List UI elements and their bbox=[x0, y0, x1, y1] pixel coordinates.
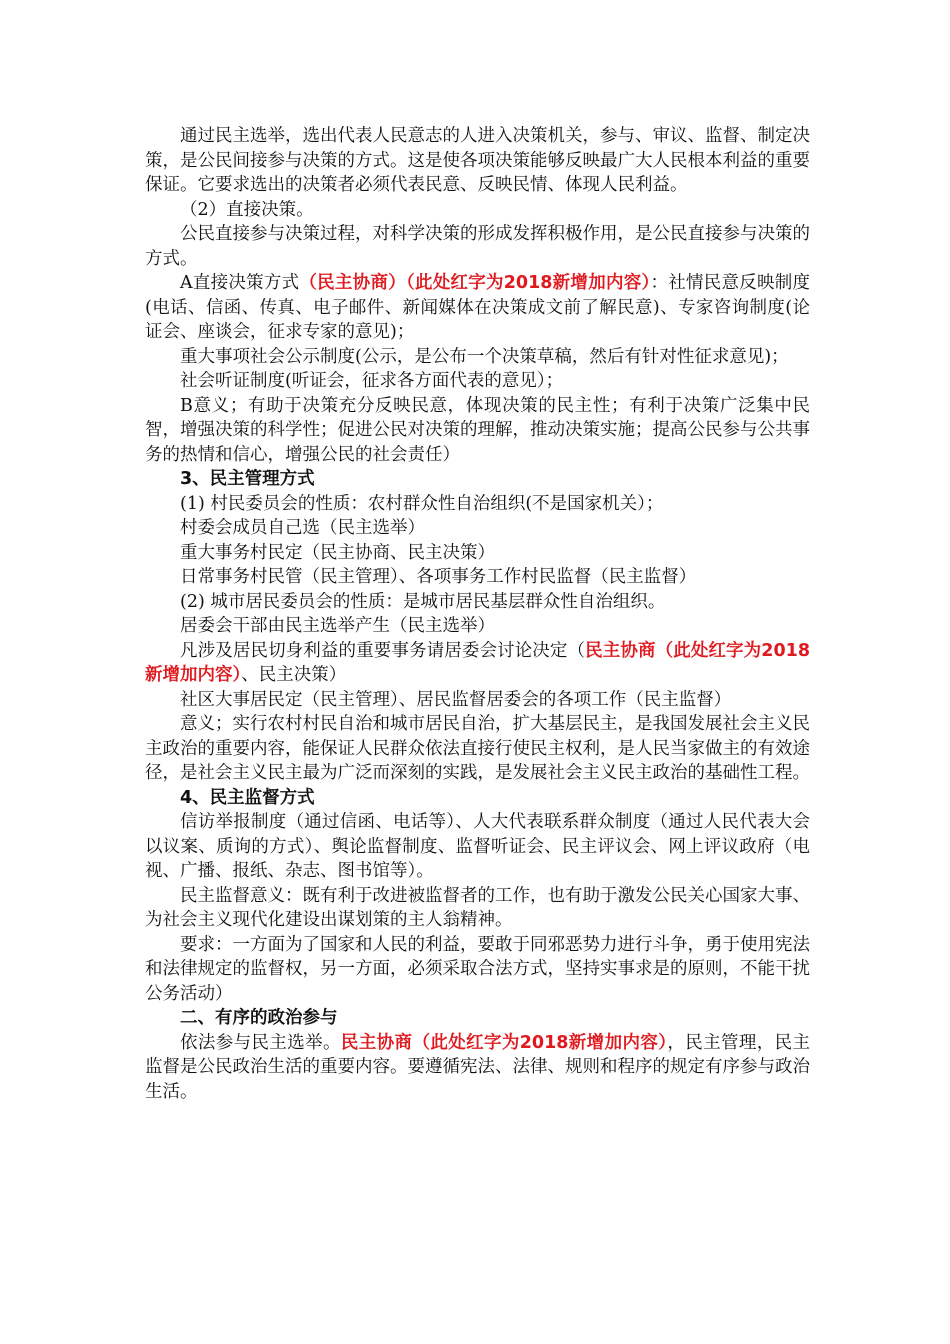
paragraph-direct-decision-heading: （2）直接决策。 bbox=[180, 199, 314, 220]
section-heading-orderly-participation: 二、有序的政治参与 bbox=[180, 1008, 338, 1028]
paragraph-residents-committee: (2) 城市居民委员会的性质：是城市居民基层群众性自治组织。 bbox=[180, 591, 666, 612]
paragraph-residents-decision bbox=[145, 639, 810, 688]
text-run: A直接决策方式 bbox=[180, 273, 300, 293]
document-page bbox=[145, 124, 810, 1104]
paragraph-residents-election: 居委会干部由民主选举产生（民主选举） bbox=[180, 616, 495, 636]
text-run: 、民主决策） bbox=[241, 665, 347, 685]
text-run: 凡涉及居民切身利益的重要事务请居委会讨论决定（ bbox=[180, 640, 586, 661]
text-run: ，民主管理，民主监督是公民政治生活的重要内容。要遵循宪法、法律、规则和程序的规定有序参与政治生活。 bbox=[145, 1032, 811, 1102]
paragraph-village-management: 日常事务村民管（民主管理）、各项事务工作村民监督（民主监督） bbox=[180, 567, 697, 587]
paragraph-supervision-significance: 民主监督意义：既有利于改进被监督者的工作，也有助于激发公民关心国家大事、为社会主义现代化建设出谋划策的主人翁精神。 bbox=[145, 885, 810, 930]
text-run: ：社情民意反映制度(电话、信函、传真、电子邮件、新闻媒体在决策成文前了解民意)、专家咨询制度(论证会、座谈会，征求专家的意见)； bbox=[145, 273, 811, 342]
paragraph-supervision-methods: 信访举报制度（通过信函、电话等）、人大代表联系群众制度（通过人民代表大会以议案、质询的方式）、舆论监督制度、监督听证会、民主评议会、网上评议政府（电视、广播、报纸、杂志、图书馆等）。 bbox=[145, 812, 810, 881]
paragraph-direct-decision-methods bbox=[145, 271, 810, 345]
red-highlight-text: 民主协商（此处红字为2018新增加内容） bbox=[340, 1032, 668, 1053]
paragraph-village-election: 村委会成员自己选（民主选举） bbox=[180, 518, 425, 538]
paragraph-orderly-participation bbox=[145, 1031, 810, 1105]
section-heading-supervision: 4、民主监督方式 bbox=[180, 787, 315, 808]
paragraph-supervision-requirements: 要求：一方面为了国家和人民的利益，要敢于同邪恶势力进行斗争，勇于使用宪法和法律规定的监督权，另一方面，必须采取合法方式，坚持实事求是的原则，不能干扰公务活动） bbox=[145, 934, 810, 1004]
red-highlight-text: 民主协商（此处红字为2018新增加内容） bbox=[145, 640, 810, 685]
section-heading-management: 3、民主管理方式 bbox=[180, 469, 315, 489]
text-run: 依法参与民主选举。 bbox=[180, 1032, 341, 1053]
paragraph-significance: B意义；有助于决策充分反映民意，体现决策的民主性；有利于决策广泛集中民智，增强决策的科学性；促进公民对决策的理解，推动决策实施；提高公民参与公共事务的热情和信心，增强公民的社会责任） bbox=[145, 395, 810, 465]
paragraph-village-committee: (1) 村民委员会的性质：农村群众性自治组织(不是国家机关）； bbox=[180, 493, 664, 514]
red-highlight-text: （民主协商）（此处红字为2018新增加内容） bbox=[299, 273, 651, 293]
paragraph-hearing: 社会听证制度(听证会，征求各方面代表的意见）； bbox=[180, 371, 564, 391]
paragraph-community-affairs: 社区大事居民定（民主管理）、居民监督居委会的各项工作（民主监督） bbox=[180, 689, 732, 710]
paragraph-village-decision: 重大事务村民定（民主协商、民主决策） bbox=[180, 542, 495, 563]
paragraph-public-notice: 重大事项社会公示制度(公示，是公布一个决策草稿，然后有针对性征求意见)； bbox=[180, 346, 789, 367]
paragraph-self-governance-significance: 意义；实行农村村民自治和城市居民自治，扩大基层民主，是我国发展社会主义民主政治的重要内容，能保证人民群众依法直接行使民主权利，是人民当家做主的有效途径，是社会主义民主最为广泛而深刻的实践，是发展社会主义民主政治的基础性工程。 bbox=[145, 714, 810, 783]
paragraph-direct-decision-intro: 公民直接参与决策过程，对科学决策的形成发挥积极作用，是公民直接参与决策的方式。 bbox=[145, 224, 810, 269]
paragraph-indirect-decision: 通过民主选举，选出代表人民意志的人进入决策机关，参与、审议、监督、制定决策，是公民间接参与决策的方式。这是使各项决策能够反映最广大人民根本利益的重要保证。它要求选出的决策者必须代表民意、反映民情、体现人民利益。 bbox=[145, 126, 810, 195]
